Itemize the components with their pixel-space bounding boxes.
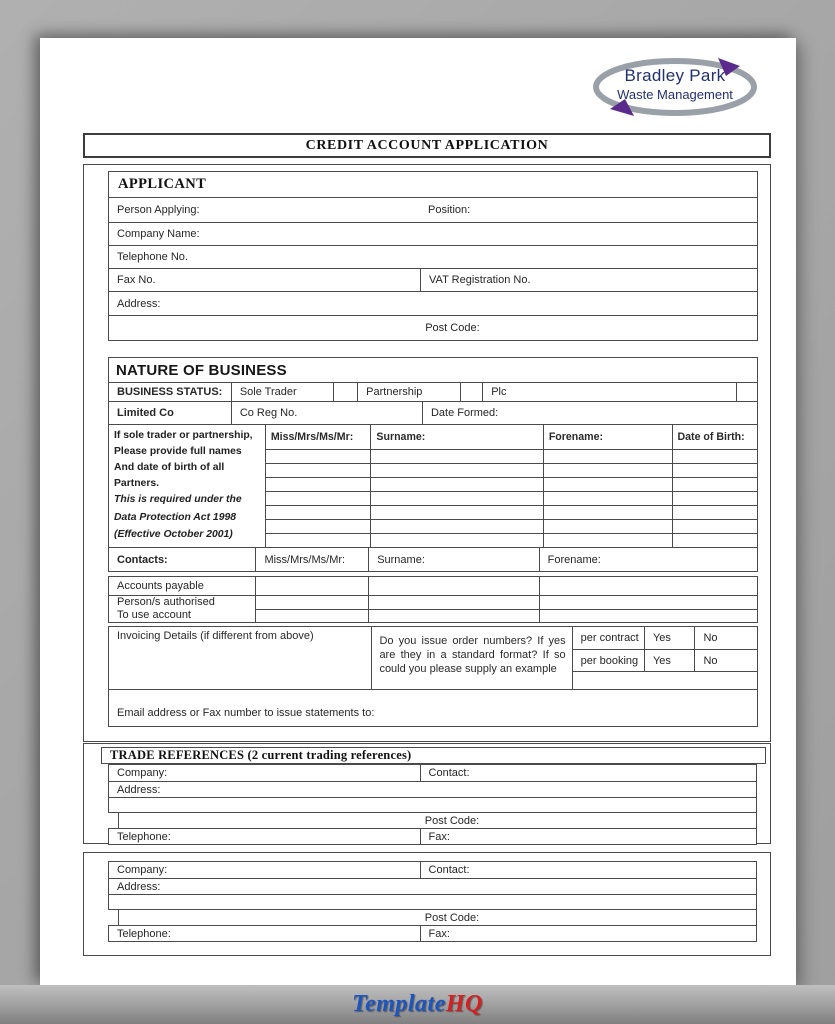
form-page [40,38,796,985]
applicant-header-row [108,171,758,198]
main-form-box [83,164,771,742]
partners-col-forename: Forename: [543,425,672,449]
partners-note-line: If sole trader or partnership, [114,430,253,441]
contacts-col-surname: Surname: [368,548,538,571]
ref1-fax-field[interactable]: Fax: [420,829,756,844]
per-booking-no-cell[interactable]: No [694,650,756,671]
ref1-address-row[interactable]: Address: [108,781,757,798]
partners-col-title: Miss/Mrs/Ms/Mr: [270,431,354,443]
fax-field[interactable] [109,269,420,291]
business-status-row [108,382,758,402]
authorised-person-row-2 [255,609,757,623]
statement-email-row[interactable] [108,689,758,727]
partners-entry-cell[interactable] [543,520,672,533]
limited-co-label: Limited Co [117,407,174,419]
partners-empty-row [266,491,757,505]
limited-co-cell [109,402,231,424]
footer-brand-part1: Template [352,991,446,1017]
date-formed-label: Date Formed: [430,407,499,419]
address-label: Address: [117,297,161,310]
partners-entry-cell[interactable] [370,450,542,463]
partners-col-dob: Date of Birth: [672,425,757,449]
trade-references-section-2 [83,852,771,956]
per-booking-label-cell: per booking [580,654,639,667]
invoicing-block [108,626,758,690]
ref2-company-contact-row [108,861,757,879]
per-contract-yes-cell[interactable]: Yes [644,627,695,649]
partners-entry-cell[interactable] [370,520,542,533]
accounts-payable-title-field[interactable] [255,577,368,595]
partners-entry-cell[interactable] [543,450,672,463]
partners-entry-cell[interactable] [672,506,757,519]
authorised-persons-fields [255,596,757,622]
partners-note-line: And date of birth of all [114,462,225,474]
partners-entry-cell[interactable] [672,492,757,505]
per-booking-yes-cell[interactable]: Yes [644,650,695,671]
fax-vat-row [108,268,758,292]
post-code-row[interactable] [108,315,758,341]
partners-col-surname: Surname: [370,425,542,449]
partners-empty-row [266,477,757,491]
partners-entry-cell[interactable] [370,506,542,519]
ref2-address-row[interactable]: Address: [108,878,757,895]
order-numbers-empty-cell[interactable] [573,671,757,689]
ref1-address-extra-row[interactable] [108,797,757,813]
partners-entry-cell[interactable] [266,464,371,477]
partners-note-line: Partners. [114,478,160,490]
telephone-label: Telephone No. [117,251,188,263]
authorised-person-row-1 [255,596,757,609]
ref2-post-code-row[interactable]: Post Code: [118,909,757,926]
contacts-label-cell [109,548,255,571]
footer-watermark-strip [0,985,835,1024]
accounts-payable-label: Accounts payable [117,580,204,592]
contacts-header-row [108,547,758,572]
invoicing-details-field[interactable] [109,627,371,689]
partners-entry-cell[interactable] [543,464,672,477]
authorised-persons-row [108,595,758,623]
authorised-title-field[interactable] [255,596,368,609]
vat-label: VAT Registration No. [429,274,531,286]
partners-entry-cell[interactable] [370,464,542,477]
partners-entry-cell[interactable] [543,492,672,505]
business-status-label-cell [109,383,231,401]
per-contract-label-cell: per contract [580,632,639,644]
invoicing-details-label: Invoicing Details (if different from above) [117,630,314,642]
partners-note-line: This is required under the [114,494,242,506]
authorised-forename-field[interactable] [539,596,757,609]
order-numbers-question: Do you issue order numbers? If yes are they in a standard format? If so could you please supply an example [371,627,571,689]
partners-entry-cell[interactable] [672,534,757,547]
co-reg-no-field[interactable] [231,402,422,424]
position-label: Position: [428,204,471,216]
authorised-surname-field[interactable] [368,596,539,609]
partnership-tick-cell[interactable] [460,383,483,401]
ref2-telephone-field[interactable]: Telephone: [117,927,171,940]
form-title: CREDIT ACCOUNT APPLICATION [305,137,549,153]
trade-reference-1-table [108,764,757,845]
per-contract-no-cell[interactable]: No [694,627,756,649]
partners-entry-cell[interactable] [370,534,542,547]
accounts-payable-surname-field[interactable] [368,577,538,595]
per-contract-row [573,627,757,649]
plc-cell [482,383,736,401]
person-applying-field[interactable] [109,198,420,222]
nature-header: NATURE OF BUSINESS [116,361,287,379]
fax-label: Fax No. [117,274,156,286]
company-name-label: Company Name: [117,228,200,240]
plc-tick-cell[interactable] [736,383,757,401]
partners-empty-row [266,533,757,547]
company-logo [590,56,760,120]
applicant-header: APPLICANT [118,176,207,192]
partners-empty-row [266,463,757,477]
partners-entry-cell[interactable] [266,450,371,463]
partners-entry-cell[interactable] [370,478,542,491]
contacts-col-title: Miss/Mrs/Ms/Mr: [255,548,368,571]
trade-reference-2-table [108,861,757,942]
logo-tagline: Waste Management [617,87,733,102]
contacts-col-forename: Forename: [539,548,757,571]
ref1-company-field[interactable]: Company: [117,767,168,779]
partners-entry-cell[interactable] [672,450,757,463]
authorised-forename-field[interactable] [539,610,757,623]
partners-entry-cell[interactable] [543,478,672,491]
nature-of-business-section [108,357,758,727]
post-code-label: Post Code: [425,322,480,334]
partners-empty-row [266,505,757,519]
trade-references-header: TRADE REFERENCES (2 current trading references) [110,748,412,762]
sole-trader-cell [231,383,333,401]
partners-entry-cell[interactable] [672,520,757,533]
accounts-payable-row [108,576,758,596]
logo-name: Bradley Park [624,66,726,85]
applicant-section [108,171,758,341]
authorised-title-field[interactable] [255,610,368,623]
business-status-label: BUSINESS STATUS: [117,386,223,398]
partners-block [108,424,758,548]
ref2-fax-field[interactable]: Fax: [420,926,756,941]
telephone-row[interactable] [108,245,758,269]
partners-entry-cell[interactable] [266,520,371,533]
partners-entry-cell[interactable] [543,534,672,547]
person-applying-label: Person Applying: [117,204,200,216]
partners-entry-cell[interactable] [370,492,542,505]
partners-table [266,425,757,547]
partners-entry-cell[interactable] [266,492,371,505]
order-numbers-options [572,627,757,689]
vat-field[interactable] [420,269,757,291]
ref1-post-code-row[interactable]: Post Code: [118,812,757,829]
plc-label: Plc [491,386,507,398]
partners-header-row [266,425,757,449]
ref2-address-extra-row[interactable] [108,894,757,910]
position-field[interactable] [420,198,757,222]
partners-empty-row [266,449,757,463]
trade-references-section-1 [83,743,771,844]
ref2-company-field[interactable]: Company: [117,864,168,876]
ref1-contact-field[interactable]: Contact: [420,765,756,781]
date-formed-field[interactable] [422,402,757,424]
form-title-box [83,133,771,158]
partners-entry-cell[interactable] [266,534,371,547]
statement-email-label: Email address or Fax number to issue statements to: [117,707,375,719]
partners-note [109,425,266,547]
partners-entry-cell[interactable] [266,478,371,491]
ref2-telephone-fax-row [108,925,757,942]
authorised-persons-label-cell: Person/s authorised To use account [117,595,215,621]
co-reg-no-label: Co Reg No. [239,407,298,419]
sole-trader-label: Sole Trader [239,386,297,398]
ref2-contact-field[interactable]: Contact: [420,862,756,878]
ref1-company-contact-row [108,764,757,782]
company-name-row[interactable] [108,222,758,246]
partners-entry-cell[interactable] [672,464,757,477]
contacts-label: Contacts: [117,553,168,566]
accounts-payable-label-cell [109,577,255,595]
per-booking-row [573,649,757,671]
sole-trader-tick-cell[interactable] [333,383,357,401]
ref1-telephone-field[interactable]: Telephone: [117,830,171,843]
partners-note-line: Please provide full names [114,446,242,458]
nature-header-row [108,357,758,383]
person-applying-row [108,197,758,223]
partners-note-line: Data Protection Act 1998 [114,511,237,523]
footer-brand-part2: HQ [445,991,483,1017]
partners-empty-row [266,519,757,533]
limited-co-row [108,401,758,425]
accounts-payable-forename-field[interactable] [539,577,757,595]
address-row[interactable] [108,291,758,316]
ref1-telephone-fax-row [108,828,757,845]
authorised-surname-field[interactable] [368,610,539,623]
partners-entry-cell[interactable] [266,506,371,519]
partners-note-line: (Effective October 2001) [114,529,233,541]
partnership-cell [357,383,459,401]
partnership-label: Partnership [366,386,423,398]
footer-brand [352,991,483,1018]
trade-references-header-row [101,747,766,764]
partners-entry-cell[interactable] [672,478,757,491]
partners-entry-cell[interactable] [543,506,672,519]
